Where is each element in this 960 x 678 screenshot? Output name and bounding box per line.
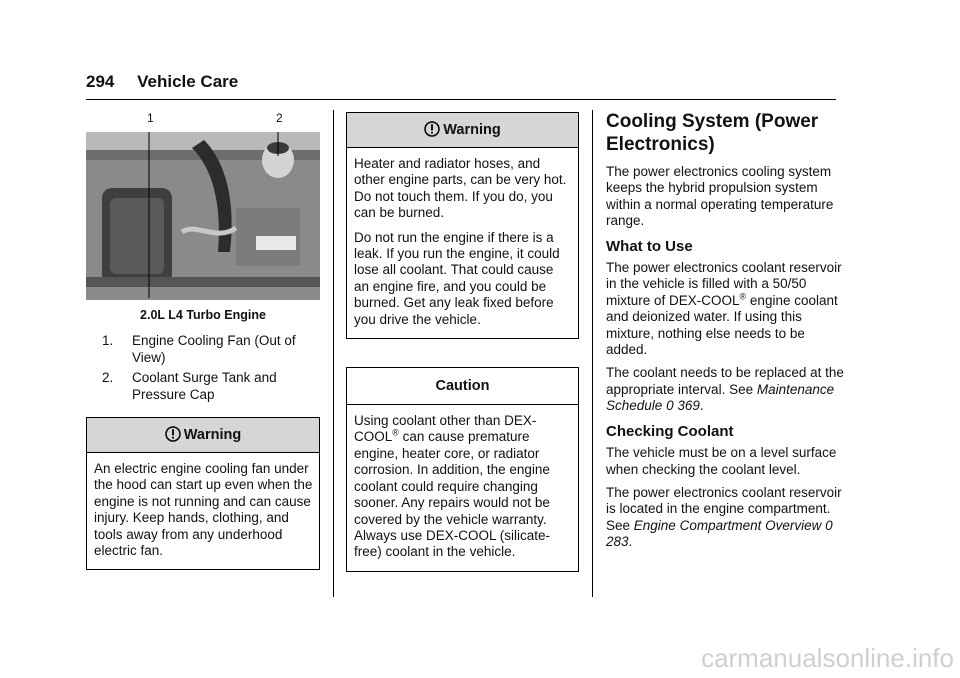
column-left bbox=[86, 110, 320, 570]
page-header bbox=[86, 72, 238, 92]
watermark: carmanualsonline.info bbox=[701, 643, 954, 673]
warning-icon bbox=[424, 121, 440, 137]
warning-box-hot-parts bbox=[346, 112, 579, 339]
legend-item: 1. Engine Cooling Fan (Out of View) bbox=[102, 333, 296, 365]
header-divider bbox=[86, 99, 836, 100]
reservoir-paragraph: The power electronics coolant reservoir is located in the engine compartment. See Engine Compartment Overview 0 283. bbox=[606, 484, 842, 550]
warning-icon bbox=[165, 426, 181, 442]
section-heading: Cooling System (Power Electronics) bbox=[606, 111, 819, 155]
warning-text: An electric engine cooling fan under the hood can start up even when the engine is not running and can cause injury. Keep hands, clothing, and tools away from any underhood electric fan. bbox=[94, 461, 313, 559]
warning-header bbox=[87, 418, 319, 453]
warning-box-fan bbox=[86, 417, 320, 570]
column-middle bbox=[346, 112, 579, 572]
column-divider bbox=[592, 110, 593, 597]
engine-photo bbox=[86, 132, 320, 300]
warning-text: Do not run the engine if there is a leak. If you run the engine, it could lose all coolant. That could cause an engine fire, and you could be burned. Get any leak fixed before you drive the vehicle. bbox=[354, 229, 560, 327]
warning-header bbox=[347, 113, 578, 148]
warning-title: Warning bbox=[443, 122, 501, 138]
figure-caption: 2.0L L4 Turbo Engine bbox=[140, 308, 266, 322]
engine-figure bbox=[86, 110, 320, 300]
caution-box bbox=[346, 367, 579, 572]
subheading-what-to-use: What to Use bbox=[606, 237, 693, 255]
what-to-use-paragraph: The power electronics coolant reservoir in the vehicle is filled with a 50/50 mixture of DEX-COOL® engine coolant and deionized water. If using this mixture, nothing else needs to be added. bbox=[606, 260, 842, 358]
warning-text: Heater and radiator hoses, and other engine parts, can be very hot. Do not touch them. If you do, you can be burned. bbox=[354, 156, 567, 221]
page-number: 294 bbox=[86, 72, 115, 91]
subheading-checking-coolant: Checking Coolant bbox=[606, 422, 734, 440]
intro-paragraph: The power electronics cooling system keeps the hybrid propulsion system within a normal operating temperature range. bbox=[606, 164, 834, 229]
section-title: Vehicle Care bbox=[137, 72, 239, 91]
figure-legend bbox=[86, 333, 320, 403]
engine-compartment-link[interactable]: Engine Compartment Overview 0 283 bbox=[606, 517, 833, 550]
caution-text: Using coolant other than DEX-COOL® can cause premature engine, heater core, or radiator corrosion. In addition, the engine coolant could require changing sooner. Any repairs would not be covered by the vehicle warranty. Always use DEX-COOL (silicate-free) coolant in the vehicle. bbox=[354, 413, 551, 560]
warning-title: Warning bbox=[183, 427, 242, 444]
callout-2: 2 bbox=[276, 111, 283, 125]
checking-paragraph: The vehicle must be on a level surface when checking the coolant level. bbox=[606, 445, 837, 477]
column-divider bbox=[333, 110, 334, 597]
replace-paragraph: The coolant needs to be replaced at the appropriate interval. See Maintenance Schedule 0 369. bbox=[606, 365, 844, 414]
column-right bbox=[606, 110, 846, 558]
maintenance-schedule-link[interactable]: Maintenance Schedule 0 369 bbox=[606, 381, 835, 414]
callout-1: 1 bbox=[147, 111, 154, 125]
legend-item: 2. Coolant Surge Tank and Pressure Cap bbox=[102, 370, 277, 402]
caution-header: Caution bbox=[347, 368, 578, 405]
